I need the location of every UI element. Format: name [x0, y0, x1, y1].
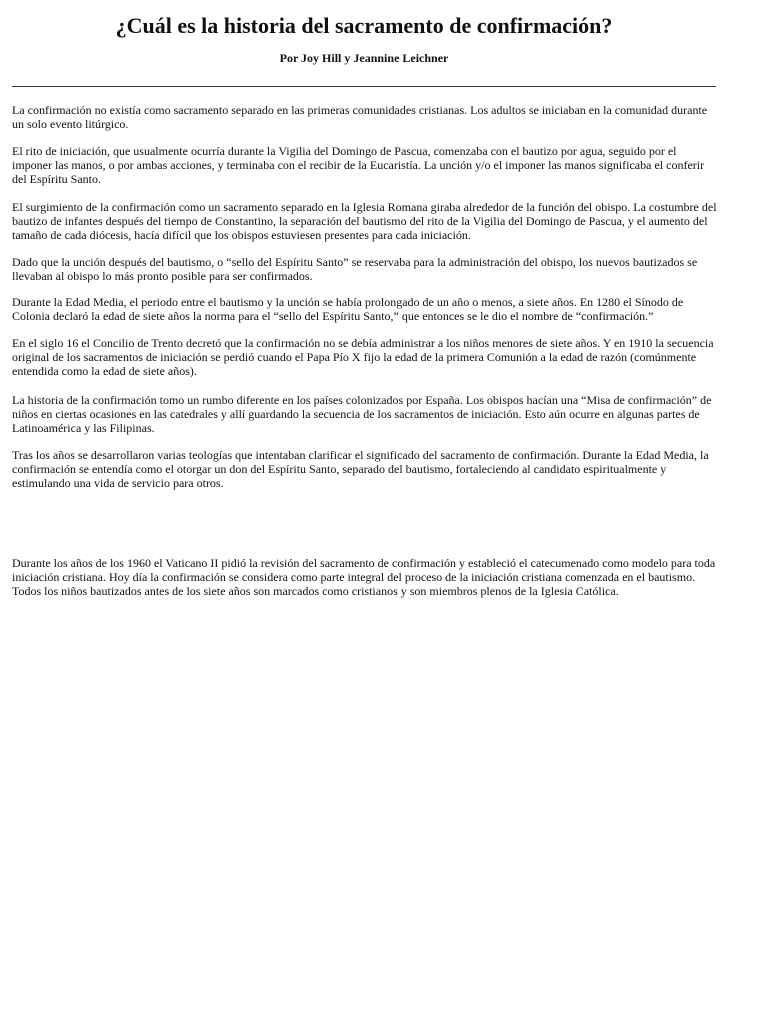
- page-title: ¿Cuál es la historia del sacramento de confirmación?: [115, 13, 613, 38]
- paragraph-8: Tras los años se desarrollaron varias teologías que intentaban clarificar el significado del sacramento de confirmación. Durante la Edad Media, la confirmación se entendía como el otorgar un don del Espíritu Santo, separado del bautismo, fortaleciendo al candidato espiritualmente y estimulando una vida de servicio para otros.: [12, 448, 709, 490]
- paragraph-6: En el siglo 16 el Concilio de Trento decretó que la confirmación no se debía administrar a los niños menores de siete años. Y en 1910 la secuencia original de los sacramentos de iniciación se perdió cuando el Papa Pío X fijo la edad de la primera Comunión a la edad de razón (comúnmente entendida como la edad de siete años).: [12, 336, 714, 378]
- paragraph-9: Durante los años de los 1960 el Vaticano II pidió la revisión del sacramento de confirmación y estableció el catecumenado como modelo para toda iniciación cristiana. Hoy día la confirmación se considera como parte integral del proceso de la iniciación cristiana comenzada en el bautismo. Todos los niños bautizados antes de los siete años son marcados como cristianos y son miembros plenos de la Iglesia Católica.: [12, 556, 716, 598]
- paragraph-7: La historia de la confirmación tomo un rumbo diferente en los países colonizados por España. Los obispos hacían una “Misa de confirmación” de niños en ciertas ocasiones en las catedrales y allí guardando la secuencia de los sacramentos de iniciación. Esto aún ocurre en algunas partes de Latinoamérica y las Filipinas.: [12, 393, 712, 435]
- paragraph-4: Dado que la unción después del bautismo, o “sello del Espíritu Santo” se reservaba para la administración del obispo, los nuevos bautizados se llevaban al obispo lo más pronto posible para ser confirmados.: [12, 255, 698, 283]
- paragraph-3: El surgimiento de la confirmación como un sacramento separado en la Iglesia Romana giraba alrededor de la función del obispo. La costumbre del bautizo de infantes después del tiempo de Constantino, la separación del bautismo del rito de la Vigilia del Domingo de Pascua, y el aumento del tamaño de cada diócesis, hacía difícil que los obispos estuviesen presentes para cada iniciación.: [12, 200, 717, 242]
- paragraph-2: El rito de iniciación, que usualmente ocurría durante la Vigilia del Domingo de Pascua, comenzaba con el bautizo por agua, seguido por el imponer las manos, o por ambas acciones, y terminaba con el recibir de la Eucaristía. La unción y/o el imponer las manos significaba el conferir del Espíritu Santo.: [12, 144, 705, 186]
- horizontal-rule: [12, 86, 716, 87]
- paragraph-5: Durante la Edad Media, el periodo entre el bautismo y la unción se había prolongado de un año o menos, a siete años. En 1280 el Sínodo de Colonia declaró la edad de siete años la norma para el “sello del Espíritu Santo,” que entonces se le dio el nombre de “confirmación.”: [12, 295, 684, 323]
- paragraph-1: La confirmación no existía como sacramento separado en las primeras comunidades cristianas. Los adultos se iniciaban en la comunidad durante un solo evento litúrgico.: [12, 103, 708, 131]
- byline: Por Joy Hill y Jeannine Leichner: [279, 51, 449, 65]
